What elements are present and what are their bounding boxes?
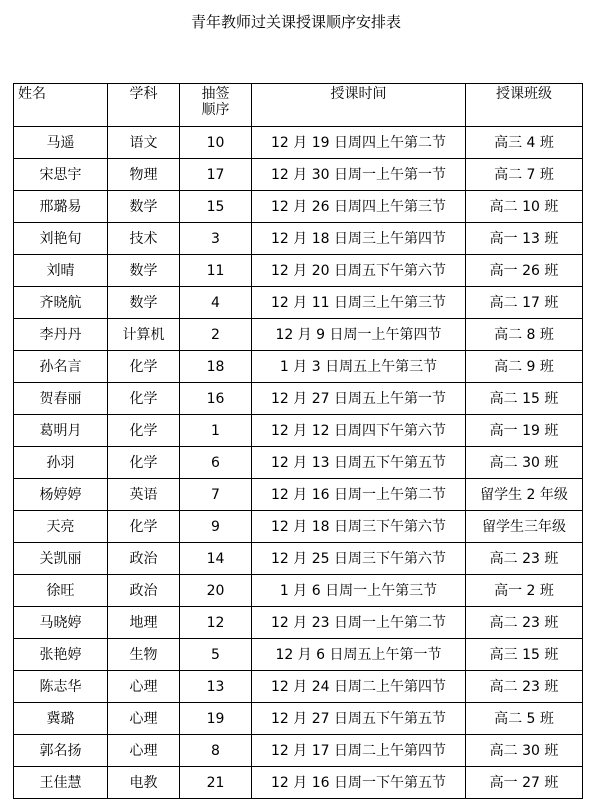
cell-name: 郭名扬 (14, 735, 108, 767)
cell-class: 高二 23 班 (466, 543, 583, 575)
cell-subject: 英语 (108, 479, 180, 511)
table-row (14, 639, 583, 671)
cell-draw-order: 12 (180, 607, 252, 639)
cell-draw-order: 13 (180, 671, 252, 703)
cell-draw-order: 8 (180, 735, 252, 767)
cell-draw-order: 9 (180, 511, 252, 543)
cell-name: 邢璐易 (14, 191, 108, 223)
header-time: 授课时间 (252, 84, 466, 127)
cell-draw-order: 15 (180, 191, 252, 223)
cell-time: 12 月 16 日周一上午第二节 (252, 479, 466, 511)
cell-name: 刘艳旬 (14, 223, 108, 255)
header-class: 授课班级 (466, 84, 583, 127)
cell-subject: 数学 (108, 191, 180, 223)
cell-name: 关凯丽 (14, 543, 108, 575)
table-row (14, 703, 583, 735)
cell-name: 齐晓航 (14, 287, 108, 319)
cell-subject: 物理 (108, 159, 180, 191)
table-row (14, 767, 583, 799)
cell-subject: 政治 (108, 543, 180, 575)
cell-subject: 化学 (108, 415, 180, 447)
table-row (14, 415, 583, 447)
cell-name: 马遥 (14, 127, 108, 159)
cell-class: 高二 7 班 (466, 159, 583, 191)
cell-time: 12 月 9 日周一上午第四节 (252, 319, 466, 351)
cell-time: 12 月 16 日周一下午第五节 (252, 767, 466, 799)
document-title: 青年教师过关课授课顺序安排表 (190, 13, 401, 31)
cell-class: 高一 26 班 (466, 255, 583, 287)
cell-time: 12 月 25 日周三下午第六节 (252, 543, 466, 575)
table-row (14, 735, 583, 767)
cell-time: 12 月 12 日周四下午第六节 (252, 415, 466, 447)
table-row (14, 191, 583, 223)
cell-subject: 心理 (108, 735, 180, 767)
cell-name: 宋思宇 (14, 159, 108, 191)
cell-class: 留学生三年级 (466, 511, 583, 543)
cell-draw-order: 11 (180, 255, 252, 287)
schedule-table (13, 83, 583, 799)
table-row (14, 511, 583, 543)
table-row (14, 447, 583, 479)
cell-class: 高一 27 班 (466, 767, 583, 799)
cell-name: 王佳慧 (14, 767, 108, 799)
cell-subject: 化学 (108, 383, 180, 415)
cell-name: 冀璐 (14, 703, 108, 735)
cell-time: 12 月 17 日周二上午第四节 (252, 735, 466, 767)
table-row (14, 479, 583, 511)
table-row (14, 351, 583, 383)
table-row (14, 543, 583, 575)
cell-name: 陈志华 (14, 671, 108, 703)
cell-class: 高二 23 班 (466, 607, 583, 639)
cell-draw-order: 5 (180, 639, 252, 671)
table-row (14, 127, 583, 159)
table-row (14, 287, 583, 319)
cell-class: 高一 19 班 (466, 415, 583, 447)
cell-draw-order: 10 (180, 127, 252, 159)
cell-name: 天亮 (14, 511, 108, 543)
cell-draw-order: 18 (180, 351, 252, 383)
cell-time: 12 月 13 日周五下午第五节 (252, 447, 466, 479)
header-subject: 学科 (108, 84, 180, 127)
cell-time: 12 月 26 日周四上午第三节 (252, 191, 466, 223)
cell-time: 12 月 27 日周五上午第一节 (252, 383, 466, 415)
cell-name: 张艳婷 (14, 639, 108, 671)
cell-time: 1 月 6 日周一上午第三节 (252, 575, 466, 607)
cell-class: 高二 17 班 (466, 287, 583, 319)
header-name: 姓名 (14, 84, 108, 127)
header-draw-order (180, 84, 252, 127)
table-row (14, 383, 583, 415)
cell-draw-order: 17 (180, 159, 252, 191)
cell-subject: 数学 (108, 255, 180, 287)
cell-name: 李丹丹 (14, 319, 108, 351)
cell-draw-order: 4 (180, 287, 252, 319)
cell-draw-order: 7 (180, 479, 252, 511)
cell-name: 刘晴 (14, 255, 108, 287)
cell-class: 高二 15 班 (466, 383, 583, 415)
cell-draw-order: 19 (180, 703, 252, 735)
table-row (14, 671, 583, 703)
table-row (14, 223, 583, 255)
cell-class: 高三 15 班 (466, 639, 583, 671)
cell-time: 12 月 6 日周五上午第一节 (252, 639, 466, 671)
cell-subject: 计算机 (108, 319, 180, 351)
cell-subject: 政治 (108, 575, 180, 607)
cell-class: 高二 9 班 (466, 351, 583, 383)
cell-name: 孙羽 (14, 447, 108, 479)
cell-time: 12 月 11 日周三上午第三节 (252, 287, 466, 319)
cell-name: 徐旺 (14, 575, 108, 607)
cell-time: 12 月 23 日周一上午第二节 (252, 607, 466, 639)
cell-class: 高三 4 班 (466, 127, 583, 159)
cell-subject: 技术 (108, 223, 180, 255)
cell-time: 12 月 18 日周三上午第四节 (252, 223, 466, 255)
cell-subject: 化学 (108, 511, 180, 543)
table-row (14, 319, 583, 351)
cell-class: 高一 2 班 (466, 575, 583, 607)
cell-draw-order: 20 (180, 575, 252, 607)
cell-time: 12 月 27 日周五下午第五节 (252, 703, 466, 735)
cell-time: 12 月 30 日周一上午第一节 (252, 159, 466, 191)
cell-time: 12 月 24 日周二上午第四节 (252, 671, 466, 703)
cell-class: 留学生 2 年级 (466, 479, 583, 511)
cell-time: 1 月 3 日周五上午第三节 (252, 351, 466, 383)
table-row (14, 159, 583, 191)
cell-name: 葛明月 (14, 415, 108, 447)
cell-subject: 生物 (108, 639, 180, 671)
cell-draw-order: 1 (180, 415, 252, 447)
cell-time: 12 月 19 日周四上午第二节 (252, 127, 466, 159)
cell-subject: 化学 (108, 351, 180, 383)
cell-class: 高二 5 班 (466, 703, 583, 735)
table-body (14, 127, 583, 799)
cell-subject: 语文 (108, 127, 180, 159)
cell-draw-order: 6 (180, 447, 252, 479)
header-draw-order-line2: 顺序 (201, 102, 230, 118)
cell-class: 高二 30 班 (466, 447, 583, 479)
cell-draw-order: 3 (180, 223, 252, 255)
cell-class: 高二 8 班 (466, 319, 583, 351)
cell-name: 马晓婷 (14, 607, 108, 639)
cell-class: 高二 23 班 (466, 671, 583, 703)
cell-class: 高二 10 班 (466, 191, 583, 223)
cell-draw-order: 2 (180, 319, 252, 351)
table-row (14, 255, 583, 287)
cell-draw-order: 16 (180, 383, 252, 415)
cell-time: 12 月 20 日周五下午第六节 (252, 255, 466, 287)
cell-subject: 心理 (108, 671, 180, 703)
cell-time: 12 月 18 日周三下午第六节 (252, 511, 466, 543)
cell-draw-order: 21 (180, 767, 252, 799)
table-row (14, 575, 583, 607)
cell-subject: 电教 (108, 767, 180, 799)
cell-subject: 地理 (108, 607, 180, 639)
header-row (14, 84, 583, 127)
cell-subject: 数学 (108, 287, 180, 319)
cell-class: 高一 13 班 (466, 223, 583, 255)
table-row (14, 607, 583, 639)
cell-class: 高二 30 班 (466, 735, 583, 767)
cell-name: 贺春丽 (14, 383, 108, 415)
cell-name: 杨婷婷 (14, 479, 108, 511)
header-draw-order-line1: 抽签 (201, 86, 230, 102)
cell-subject: 化学 (108, 447, 180, 479)
cell-subject: 心理 (108, 703, 180, 735)
cell-name: 孙名言 (14, 351, 108, 383)
cell-draw-order: 14 (180, 543, 252, 575)
